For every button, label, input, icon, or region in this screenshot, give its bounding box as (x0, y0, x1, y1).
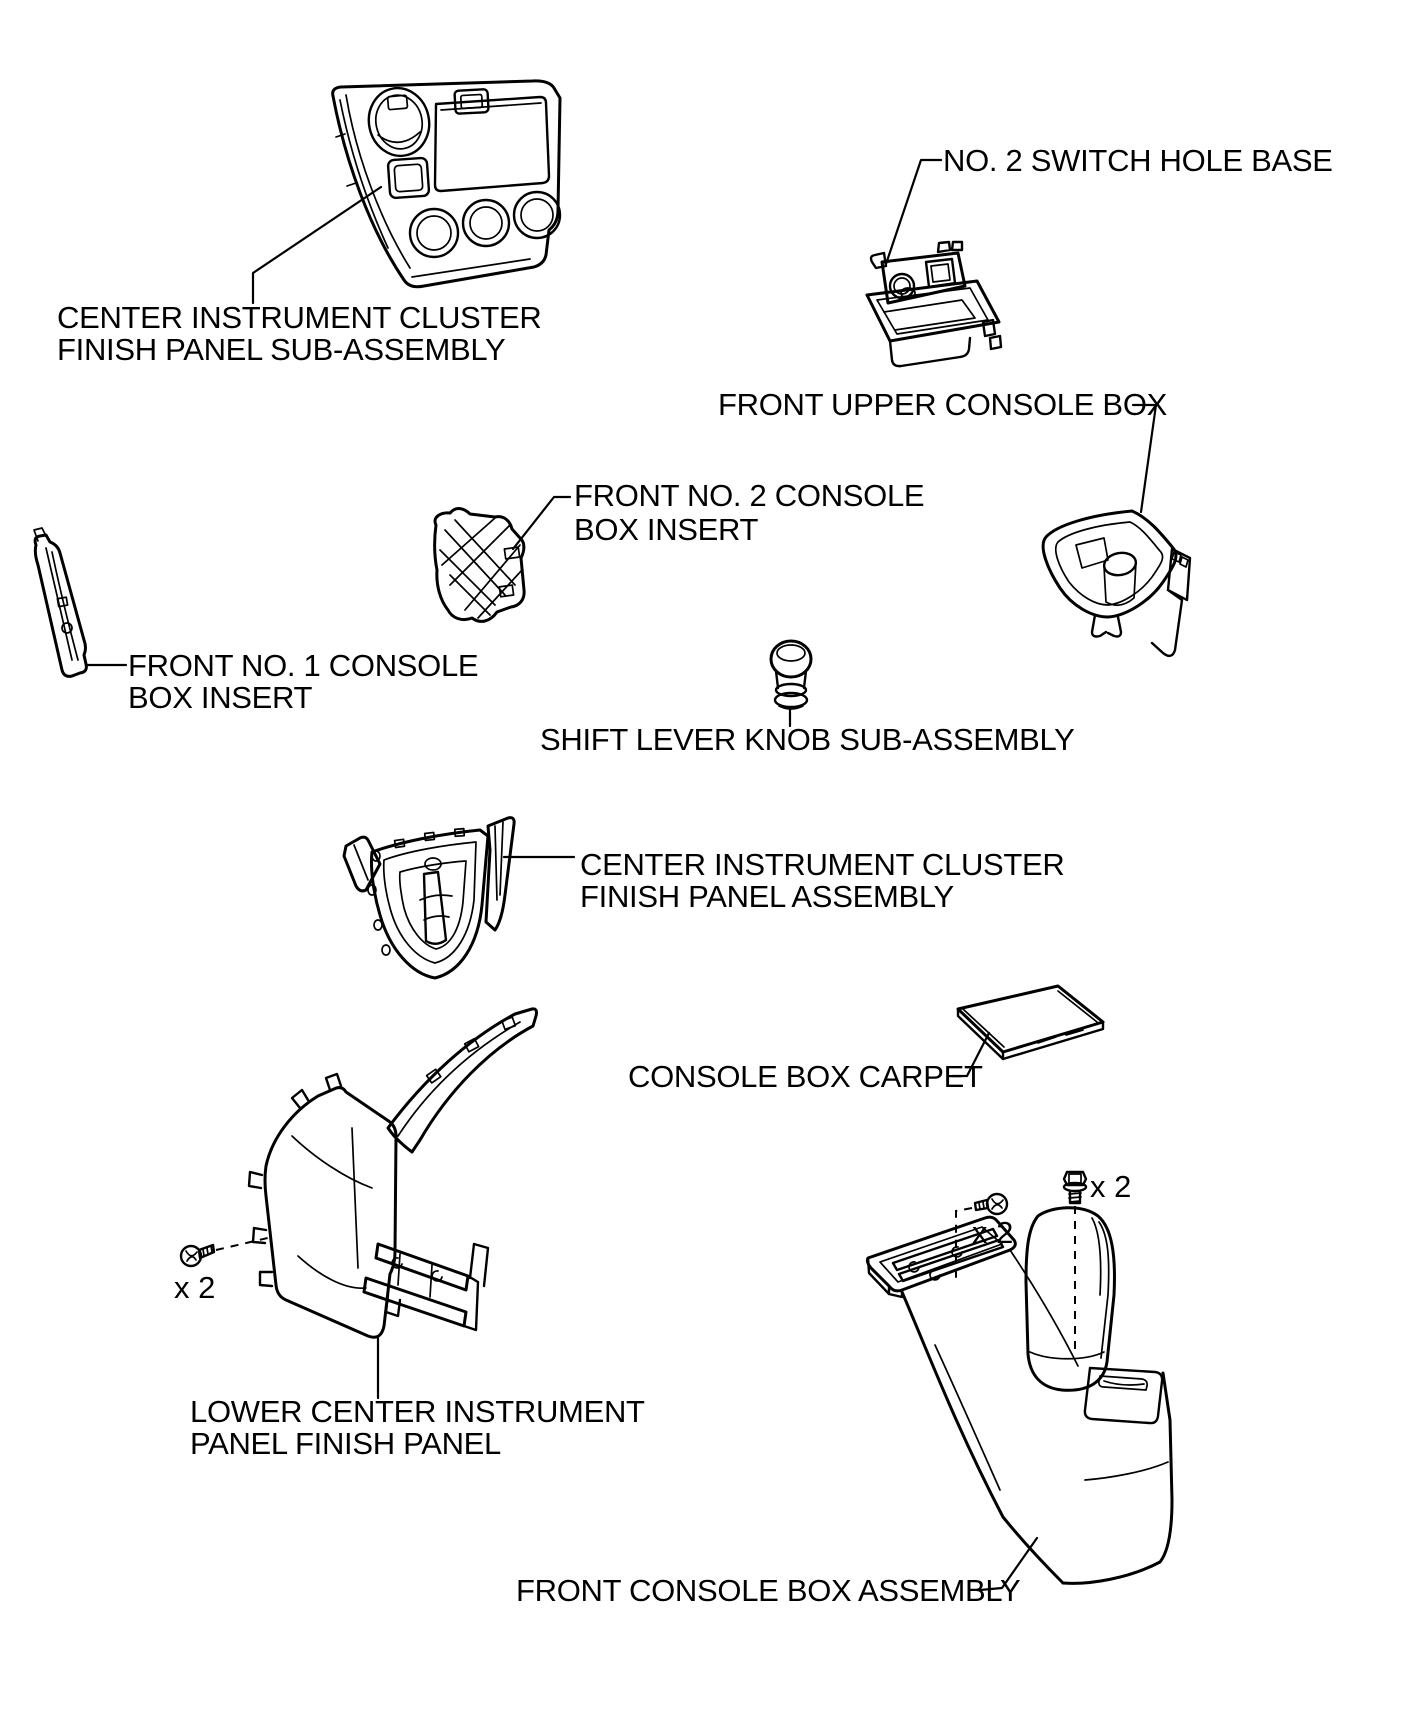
console-screw-icon (975, 1194, 1007, 1214)
cluster-sub-assembly-leader-line (253, 187, 381, 303)
front-no2-console-box-insert-label-line2: BOX INSERT (574, 512, 759, 547)
front-console-box-assembly-drawing (867, 1208, 1172, 1584)
console-box-carpet-drawing (958, 986, 1103, 1059)
lower-center-panel-label: LOWER CENTER INSTRUMENT (190, 1394, 645, 1429)
switch-hole-base-leader-line (886, 160, 941, 264)
center-instrument-cluster-finish-panel-sub-assembly-drawing (333, 81, 560, 287)
cluster-sub-assembly-label: CENTER INSTRUMENT CLUSTER (57, 300, 542, 335)
front-no1-console-box-insert-label-line2: BOX INSERT (128, 680, 313, 715)
front-no1-console-box-insert-label: FRONT NO. 1 CONSOLE (128, 648, 479, 683)
console-screw-quantity: x 2 (972, 1215, 1014, 1250)
front-no2-console-box-insert-drawing (435, 509, 525, 622)
switch-hole-base-label: NO. 2 SWITCH HOLE BASE (943, 143, 1333, 178)
lower-panel-screw-icon (181, 1245, 214, 1266)
front-upper-console-box-label: FRONT UPPER CONSOLE BOX (718, 387, 1168, 422)
front-console-box-assembly-label: FRONT CONSOLE BOX ASSEMBLY (516, 1573, 1021, 1608)
console-bolt-icon (1064, 1172, 1086, 1203)
front-no1-console-box-insert-drawing (34, 528, 86, 676)
shift-lever-knob-drawing (771, 641, 811, 709)
cluster-assembly-label-line2: FINISH PANEL ASSEMBLY (580, 879, 954, 914)
front-no2-console-box-insert-label: FRONT NO. 2 CONSOLE (574, 478, 925, 513)
shift-lever-knob-label: SHIFT LEVER KNOB SUB-ASSEMBLY (540, 722, 1075, 757)
lower-center-panel-label-line2: PANEL FINISH PANEL (190, 1426, 502, 1461)
console-box-carpet-label: CONSOLE BOX CARPET (628, 1059, 983, 1094)
lower-panel-screw-quantity: x 2 (174, 1270, 216, 1305)
front-upper-console-box-drawing (1043, 511, 1190, 656)
cluster-sub-assembly-label-line2: FINISH PANEL SUB-ASSEMBLY (57, 332, 506, 367)
cluster-assembly-label: CENTER INSTRUMENT CLUSTER (580, 847, 1065, 882)
center-instrument-cluster-finish-panel-assembly-drawing (344, 818, 514, 978)
lower-center-instrument-panel-finish-panel-drawing (249, 1009, 537, 1337)
console-bolt-quantity: x 2 (1090, 1169, 1132, 1204)
